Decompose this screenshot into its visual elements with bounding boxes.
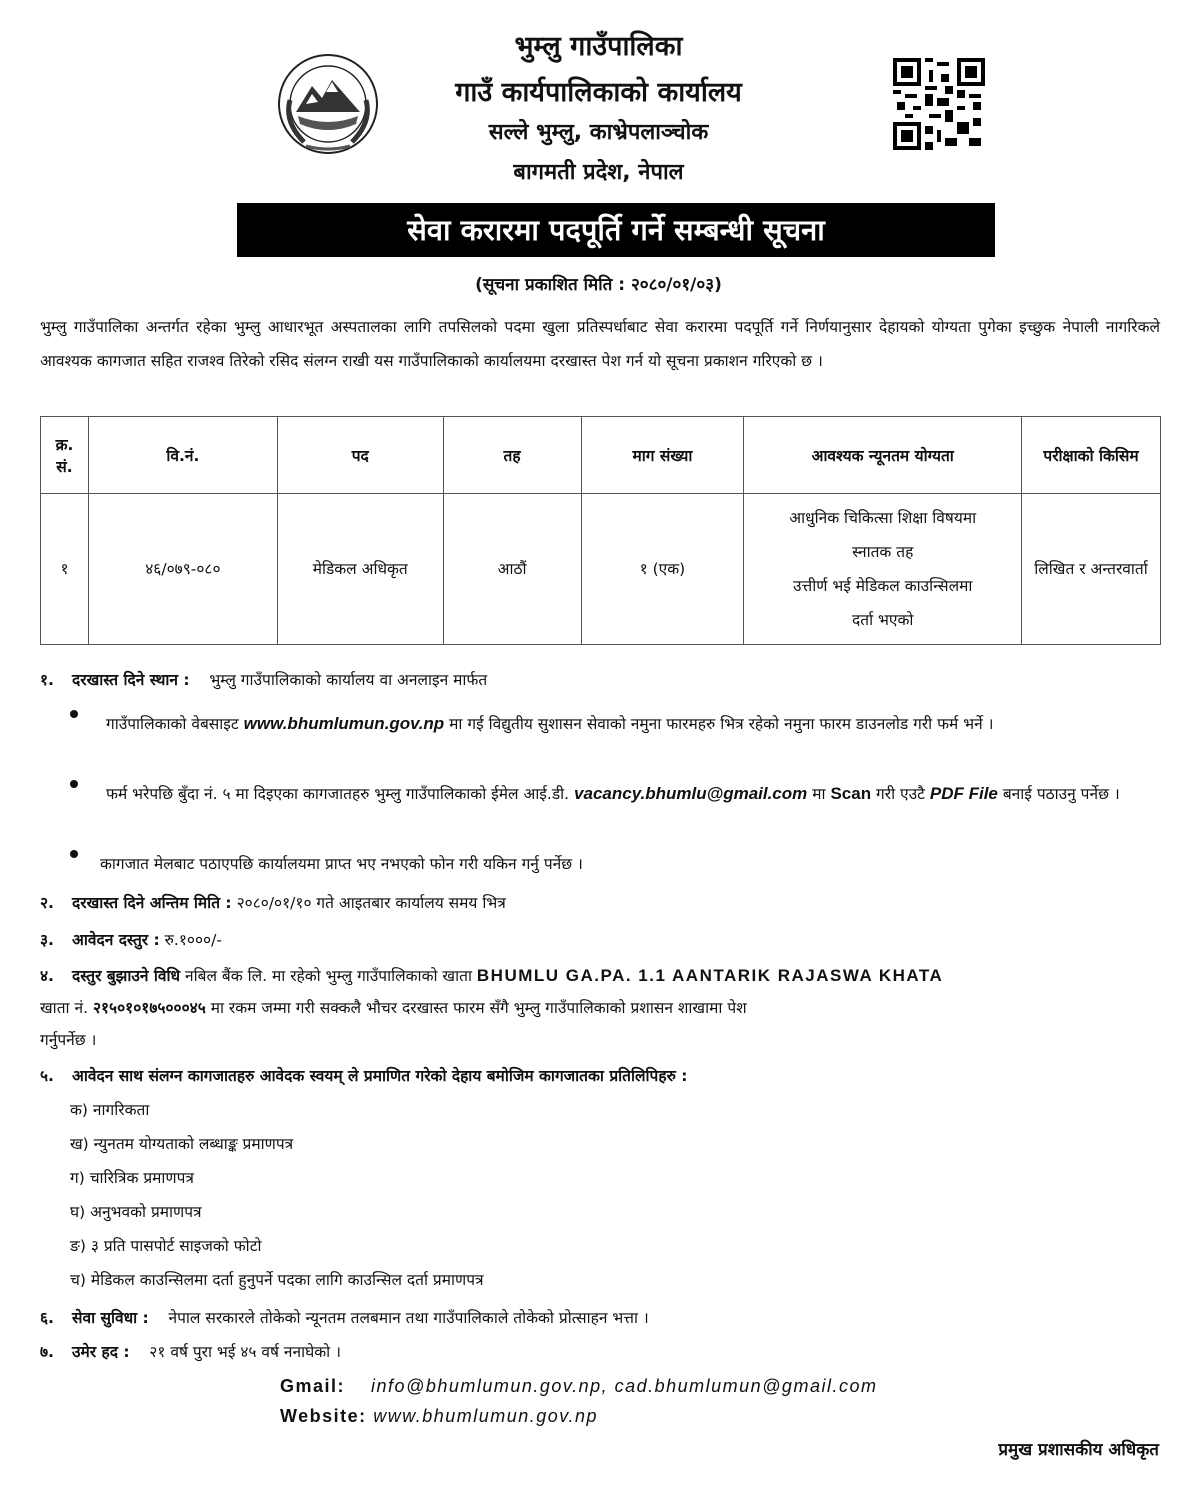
section-application-place: १. दरखास्त दिने स्थान : भुम्लु गाउँपालिकाको कार्यालय वा अनलाइन मार्फत — [40, 671, 488, 689]
website-footer-link[interactable]: www.bhumlumun.gov.np — [373, 1406, 598, 1426]
cell-exam-type: लिखित र अन्तरवार्ता — [1022, 494, 1161, 645]
gmail-link[interactable]: info@bhumlumun.gov.np, cad.bhumlumun@gmail.com — [371, 1376, 878, 1396]
intro-paragraph: भुम्लु गाउँपालिका अन्तर्गत रहेका भुम्लु आधारभूत अस्पतालका लागि तपसिलको पदमा खुला प्रतिस्पर्धाबाट सेवा करारमा पदपूर्ति गर्ने निर्णयानुसार देहायको योग्यता पुगेका इच्छुक नेपाली नागरिकले आवश्यक कागजात सहित राजश्व तिरेको रसिद संलग्न राखी यस गाउँपालिकाको कार्यालयमा दरखास्त पेश गर्न यो सूचना प्रकाशन गरिएको छ । — [40, 318, 1160, 370]
bullet-dot-icon — [70, 780, 78, 788]
bullet-email: फर्म भरेपछि बुँदा नं. ५ मा दिइएका कागजातहरु भुम्लु गाउँपालिकाको ईमेल आई.डी. vacancy.bhumlu@gmail.com मा Scan गरी एउटै PDF File बनाई पठाउनु पर्नेछ । — [70, 776, 1160, 812]
cell-level: आठौं — [443, 494, 581, 645]
section-age-limit: ७. उमेर हद : २१ वर्ष पुरा भई ४५ वर्ष ननाघेको । — [40, 1343, 342, 1361]
header-demand: माग संख्या — [581, 417, 744, 494]
bullet-dot-icon — [70, 850, 78, 858]
section-benefits: ६. सेवा सुविधा : नेपाल सरकारले तोकेको न्यूनतम तलबमान तथा गाउँपालिकाले तोकेको प्रोत्साहन भत्ता । — [40, 1309, 649, 1327]
office-name: गाउँ कार्यपालिकाको कार्यालय — [455, 77, 742, 108]
cell-qualification: आधुनिक चिकित्सा शिक्षा विषयमा स्नातक तह उत्तीर्ण भई मेडिकल काउन्सिलमा दर्ता भएको — [744, 494, 1022, 645]
header-exam-type: परीक्षाको किसिम — [1022, 417, 1161, 494]
header-advert-number: वि.नं. — [88, 417, 277, 494]
bullet-website: गाउँपालिकाको वेबसाइट www.bhumlumun.gov.np मा गई विद्युतीय सुशासन सेवाको नमुना फारमहरु भित्र रहेको नमुना फारम डाउनलोड गरी फर्म भर्ने । — [70, 706, 1160, 742]
office-address: सल्ले भुम्लु, काभ्रेपलाञ्चोक — [488, 120, 709, 145]
account-name: BHUMLU GA.PA. 1.1 AANTARIK RAJASWA KHATA — [476, 966, 944, 985]
list-item: क) नागरिकता — [70, 1101, 150, 1119]
municipality-name: भुम्लु गाउँपालिका — [514, 31, 683, 62]
header-level: तह — [443, 417, 581, 494]
vacancy-table — [40, 416, 1161, 645]
vacancy-email-link[interactable]: vacancy.bhumlu@gmail.com — [574, 784, 808, 803]
section-deadline: २. दरखास्त दिने अन्तिम मिति : २०८०/०१/१० गते आइतबार कार्यालय समय भित्र — [40, 894, 506, 912]
bullet-dot-icon — [70, 710, 78, 718]
contact-website: Website: www.bhumlumun.gov.np — [280, 1406, 598, 1426]
cell-serial: १ — [41, 494, 89, 645]
cell-advert-number: ४६/०७९-०८० — [88, 494, 277, 645]
section-fee: ३. आवेदन दस्तुर : रु.१०००/- — [40, 931, 222, 949]
cell-demand: १ (एक) — [581, 494, 744, 645]
section-payment-method: ४. दस्तुर बुझाउने विधि नबिल बैंक लि. मा रहेको भुम्लु गाउँपालिकाको खाता BHUMLU GA.PA. 1.1 AANTARIK RAJASWA KHATA खाता नं. २१५०१०१७५०००४५ मा रकम जम्मा गरी सक्कलै भौचर दरखास्त फारम सँगै भुम्लु गाउँपालिकाको प्रशासन शाखामा पेश गर्नुपर्नेछ । — [40, 966, 944, 1049]
list-item: ग) चारित्रिक प्रमाणपत्र — [70, 1169, 194, 1187]
notice-title-banner: सेवा करारमा पदपूर्ति गर्ने सम्बन्धी सूचना — [237, 203, 995, 257]
header-serial: क्र. सं. — [41, 417, 89, 494]
header-qualification: आवश्यक न्यूनतम योग्यता — [744, 417, 1022, 494]
section-documents: ५. आवेदन साथ संलग्न कागजातहरु आवेदक स्वयम् ले प्रमाणित गरेको देहाय बमोजिम कागजातका प्रतिलिपिहरु : — [40, 1067, 688, 1085]
account-number: २१५०१०१७५०००४५ — [92, 999, 206, 1017]
list-item: च) मेडिकल काउन्सिलमा दर्ता हुनुपर्ने पदका लागि काउन्सिल दर्ता प्रमाणपत्र — [70, 1271, 484, 1289]
list-item: घ) अनुभवको प्रमाणपत्र — [70, 1203, 202, 1221]
list-item: ङ) ३ प्रति पासपोर्ट साइजको फोटो — [70, 1237, 262, 1255]
qr-code-icon — [893, 58, 985, 150]
bullet-confirm: कागजात मेलबाट पठाएपछि कार्यालयमा प्राप्त भए नभएको फोन गरी यकिन गर्नु पर्नेछ । — [70, 846, 1154, 882]
signature-title: प्रमुख प्रशासकीय अधिकृत — [998, 1440, 1159, 1460]
header-post: पद — [277, 417, 443, 494]
province-country: बागमती प्रदेश, नेपाल — [513, 160, 684, 185]
publication-date: (सूचना प्रकाशित मिति : २०८०/०१/०३) — [475, 275, 722, 295]
table-row — [41, 494, 1161, 645]
cell-post: मेडिकल अधिकृत — [277, 494, 443, 645]
contact-gmail: Gmail: info@bhumlumun.gov.np, cad.bhumlumun@gmail.com — [280, 1376, 878, 1396]
table-header-row — [41, 417, 1161, 494]
list-item: ख) न्युनतम योग्यताको लब्धाङ्क प्रमाणपत्र — [70, 1135, 294, 1153]
website-link[interactable]: www.bhumlumun.gov.np — [243, 714, 445, 733]
